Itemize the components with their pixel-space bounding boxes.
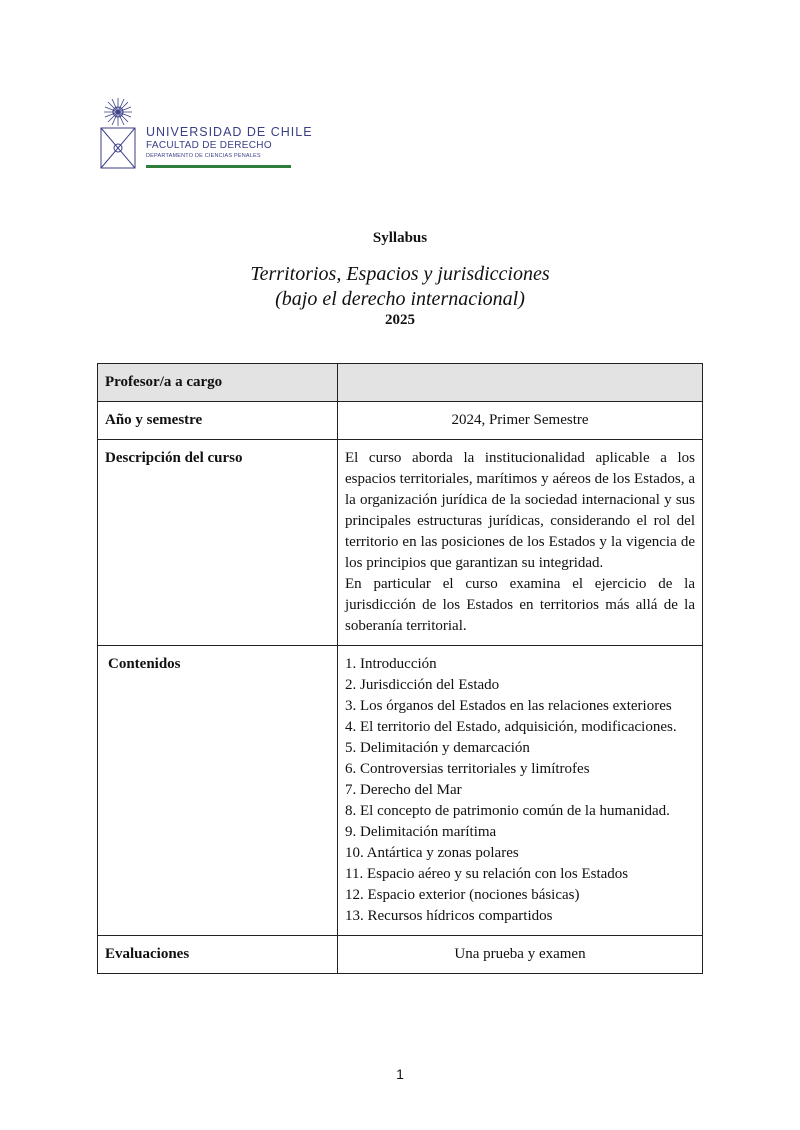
- contents-item: 10. Antártica y zonas polares: [345, 845, 519, 861]
- description-paragraph-2: En particular el curso examina el ejercicio de la jurisdicción de los Estados en territorios más allá de la soberanía territorial.: [345, 576, 695, 634]
- contents-item: 3. Los órganos del Estados en las relaciones exteriores: [345, 698, 672, 714]
- university-crest-icon: [100, 98, 136, 170]
- course-year: 2025: [385, 312, 415, 328]
- logo-underline: [146, 165, 291, 168]
- contents-item: 1. Introducción: [345, 656, 437, 672]
- syllabus-table: [97, 363, 703, 974]
- contents-item: 2. Jurisdicción del Estado: [345, 677, 500, 693]
- evaluation-value: Una prueba y examen: [338, 936, 703, 974]
- course-title: [0, 262, 800, 312]
- university-logo: [100, 98, 313, 170]
- logo-faculty-name: FACULTAD DE DERECHO: [146, 140, 272, 151]
- description-label: Descripción del curso: [98, 440, 338, 646]
- table-row-evaluation: [98, 936, 703, 974]
- table-row-contents: [98, 646, 703, 936]
- contents-value: [338, 646, 703, 936]
- period-value: 2024, Primer Semestre: [338, 402, 703, 440]
- logo-university-name: UNIVERSIDAD DE CHILE: [146, 125, 313, 139]
- evaluation-label: Evaluaciones: [98, 936, 338, 974]
- contents-item: 7. Derecho del Mar: [345, 782, 462, 798]
- contents-item: 4. El territorio del Estado, adquisición, modificaciones.: [345, 719, 677, 735]
- contents-item: 11. Espacio aéreo y su relación con los Estados: [345, 866, 629, 882]
- contents-list: [345, 654, 695, 927]
- contents-item: 9. Delimitación marítima: [345, 824, 497, 840]
- contents-item: 6. Controversias territoriales y limítrofes: [345, 761, 590, 777]
- description-value: [338, 440, 703, 646]
- table-row-description: [98, 440, 703, 646]
- description-paragraph-1: El curso aborda la institucionalidad aplicable a los espacios territoriales, marítimos y aéreos de los Estados, a la organización jurídica de la sociedad internacional y sus principales estructuras jurídicas, considerando el rol del territorio en las posiciones de los Estados y la vigencia de los principios que garantizan su integridad.: [345, 450, 695, 571]
- contents-item: 8. El concepto de patrimonio común de la humanidad.: [345, 803, 670, 819]
- period-label: Año y semestre: [98, 402, 338, 440]
- course-title-line2: (bajo el derecho internacional): [275, 288, 525, 310]
- contents-item: 5. Delimitación y demarcación: [345, 740, 530, 756]
- contents-label: Contenidos: [98, 646, 338, 936]
- contents-item: 12. Espacio exterior (nociones básicas): [345, 887, 580, 903]
- professor-label: Profesor/a a cargo: [98, 364, 338, 402]
- document-label: Syllabus: [372, 230, 428, 246]
- logo-department-name: DEPARTAMENTO DE CIENCIAS PENALES: [146, 153, 261, 159]
- page-number: 1: [396, 1066, 404, 1082]
- professor-value: [338, 364, 703, 402]
- course-title-line1: Territorios, Espacios y jurisdicciones: [250, 263, 550, 285]
- table-row-period: [98, 402, 703, 440]
- table-row-professor: [98, 364, 703, 402]
- contents-item: 13. Recursos hídricos compartidos: [345, 908, 553, 924]
